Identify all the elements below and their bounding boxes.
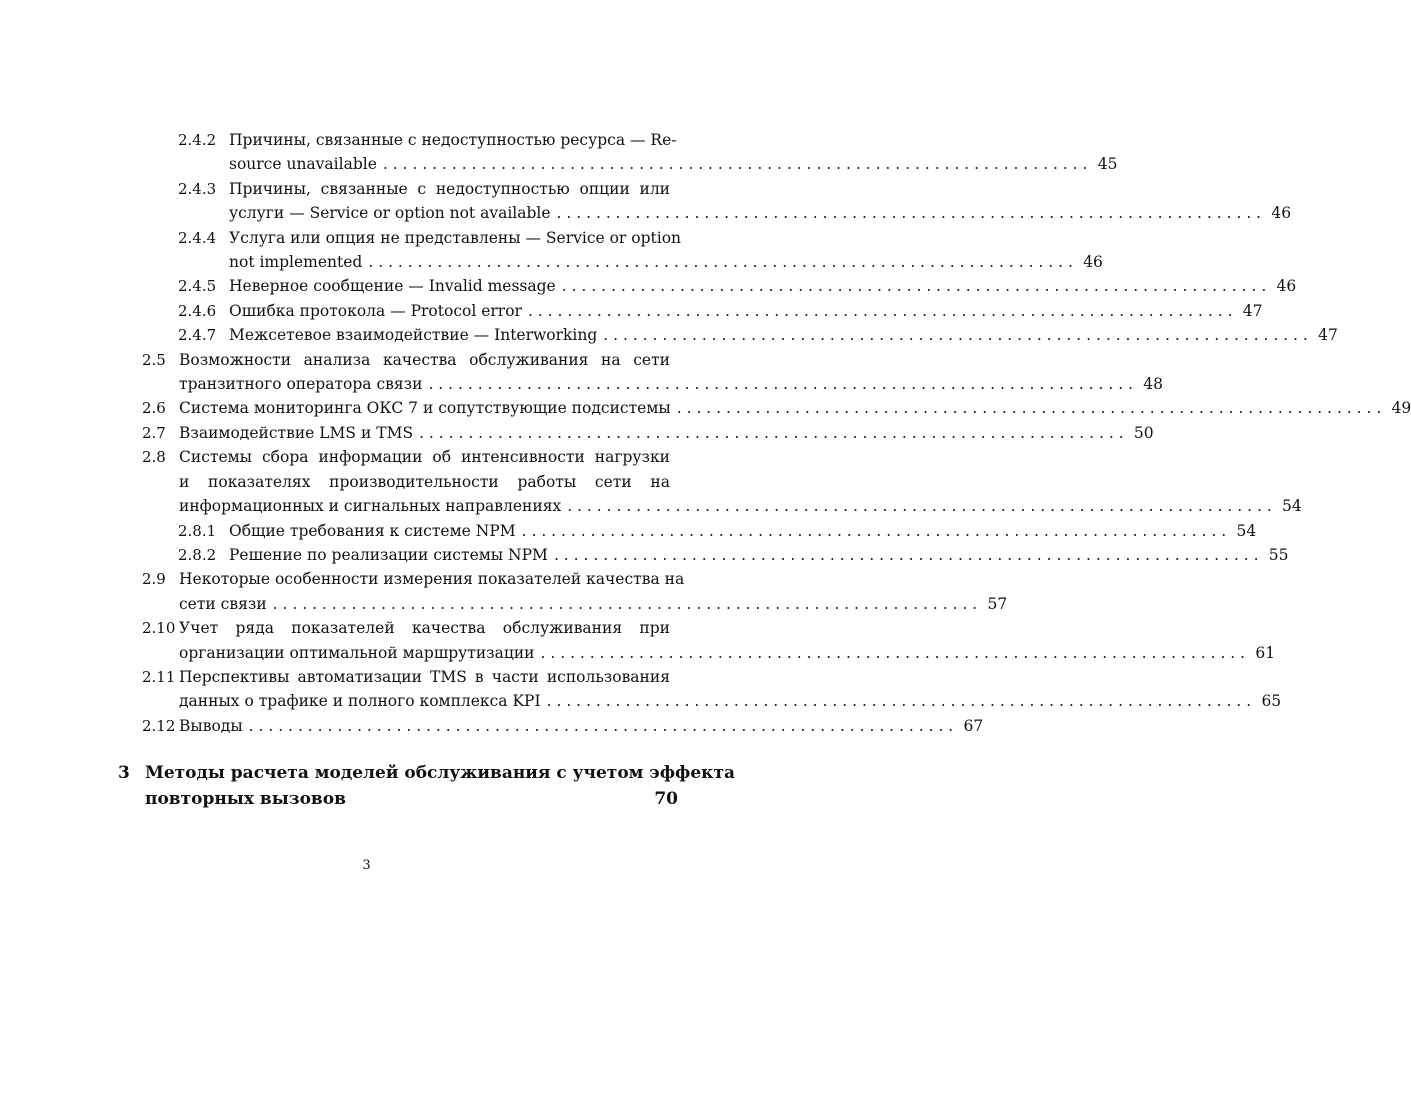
- toc-page-number: 61: [1255, 643, 1276, 662]
- toc-chapter-title-line: Методы расчета моделей обслуживания с учетом эффекта: [145, 763, 736, 783]
- toc-page-number: 46: [1276, 277, 1297, 296]
- dot-leader: . . . . . . . . . . . . . . . . . . . . . . . . . . . . . . . . . . . . . . . . . . . . . . . . . . . . . . . . . . . . . . . . . . . . . . . .: [556, 204, 1262, 223]
- toc-entry-number: 2.4.5: [178, 277, 217, 296]
- toc-entry-title-line: Перспективы автоматизации TMS в части использования: [179, 667, 670, 686]
- toc-entry-title-line: Система мониторинга ОКС 7 и сопутствующие подсистемы: [179, 399, 671, 418]
- toc-entry-number: 2.8.1: [178, 521, 217, 540]
- toc-entry-2-9[interactable]: [140, 567, 1008, 616]
- toc-entry-2-4-4[interactable]: [140, 226, 1103, 275]
- toc-entry-number: 2.4.2: [178, 131, 217, 149]
- toc-entry-title-line: Общие требования к системе NPM: [229, 521, 516, 540]
- dot-leader: . . . . . . . . . . . . . . . . . . . . . . . . . . . . . . . . . . . . . . . . . . . . . . . . . . . . . . . . . . . . . . . . . . . . . . . .: [676, 399, 1382, 418]
- dot-leader: . . . . . . . . . . . . . . . . . . . . . . . . . . . . . . . . . . . . . . . . . . . . . . . . . . . . . . . . . . . . . . . . . . . . . . . .: [428, 375, 1133, 394]
- dot-leader: . . . . . . . . . . . . . . . . . . . . . . . . . . . . . . . . . . . . . . . . . . . . . . . . . . . . . . . . . . . . . . . . . . . . . . . .: [553, 545, 1259, 564]
- toc-page-number: 54: [1282, 497, 1302, 516]
- dot-leader: . . . . . . . . . . . . . . . . . . . . . . . . . . . . . . . . . . . . . . . . . . . . . . . . . . . . . . . . . . . . . . . . . . . . . . . .: [567, 497, 1272, 516]
- toc-entry-2-8[interactable]: [140, 445, 1302, 518]
- toc-entry-2-8-2[interactable]: [140, 543, 1289, 567]
- toc-entry-title-line: Ошибка протокола — Protocol error: [229, 301, 522, 320]
- toc-entry-number: 2.6: [142, 399, 166, 418]
- toc-entry-number: 2.4.3: [178, 179, 217, 198]
- toc-entry-number: 2.5: [142, 350, 166, 369]
- toc-page-number: 55: [1268, 545, 1289, 564]
- toc-entry-title-line: Причины, связанные с недоступностью опции или: [229, 179, 670, 198]
- toc-entry-title-line: и показателях производительности работы сети на: [179, 472, 670, 491]
- toc-entry-2-4-2[interactable]: [140, 128, 1118, 177]
- toc-entry-2-7[interactable]: [140, 421, 1154, 445]
- toc-page-number: 47: [1242, 301, 1263, 320]
- dot-leader: . . . . . . . . . . . . . . . . . . . . . . . . . . . . . . . . . . . . . . . . . . . . . . . . . . . . . . . . . . . . . . . . . . . . . . . .: [603, 326, 1308, 345]
- toc-entry-2-11[interactable]: [140, 665, 1282, 714]
- toc-entry-2-8-1[interactable]: [140, 519, 1257, 543]
- toc-entry-title-line: Возможности анализа качества обслуживания на сети: [179, 350, 670, 369]
- toc-entry-title-line: Некоторые особенности измерения показателей качества на: [179, 570, 685, 589]
- toc-entry-number: 2.8.2: [178, 545, 217, 564]
- toc-entry-title-line: данных о трафике и полного комплекса KPI: [179, 692, 541, 711]
- toc-entry-2-5[interactable]: [140, 348, 1163, 397]
- toc-page-number: 65: [1261, 692, 1282, 711]
- toc-entry-title-line: Взаимодействие LMS и TMS: [179, 423, 414, 442]
- dot-leader: . . . . . . . . . . . . . . . . . . . . . . . . . . . . . . . . . . . . . . . . . . . . . . . . . . . . . . . . . . . . . . . . . . . . . . . .: [540, 643, 1246, 662]
- toc-chapter-number: 3: [118, 763, 130, 783]
- toc-entry-title-line: source unavailable: [229, 155, 377, 174]
- dot-leader: . . . . . . . . . . . . . . . . . . . . . . . . . . . . . . . . . . . . . . . . . . . . . . . . . . . . . . . . . . . . . . . . . . . . . . . .: [546, 692, 1252, 711]
- toc-entry-title-line: Межсетевое взаимодействие — Interworking: [229, 326, 598, 345]
- toc-chapter-page-number: 70: [654, 789, 678, 809]
- dot-leader: . . . . . . . . . . . . . . . . . . . . . . . . . . . . . . . . . . . . . . . . . . . . . . . . . . . . . . . . . . . . . . . . . . . . . . . .: [382, 155, 1088, 174]
- toc-entry-title-line: Услуга или опция не представлены — Service or option: [229, 228, 682, 247]
- toc-entry-title-line: организации оптимальной маршрутизации: [179, 643, 535, 662]
- toc-page-number: 45: [1097, 155, 1118, 174]
- toc-page-number: 46: [1083, 253, 1103, 272]
- toc-entry-title-line: Учет ряда показателей качества обслуживания при: [179, 619, 670, 638]
- dot-leader: . . . . . . . . . . . . . . . . . . . . . . . . . . . . . . . . . . . . . . . . . . . . . . . . . . . . . . . . . . . . . . . . . . . . . . . .: [419, 423, 1124, 442]
- toc-page-number: 49: [1391, 399, 1411, 418]
- toc-entry-title-line: Причины, связанные с недоступностью ресурса — Re-: [229, 131, 677, 149]
- toc-page-number: 50: [1133, 423, 1154, 442]
- toc-entry-2-4-5[interactable]: [140, 274, 1297, 298]
- toc-entry-title-line: Решение по реализации системы NPM: [229, 545, 548, 564]
- table-of-contents: [140, 128, 1411, 738]
- toc-entry-title-line: информационных и сигнальных направлениях: [179, 497, 562, 516]
- toc-entry-2-12[interactable]: [140, 714, 984, 738]
- toc-entry-2-6[interactable]: [140, 396, 1411, 420]
- dot-leader: . . . . . . . . . . . . . . . . . . . . . . . . . . . . . . . . . . . . . . . . . . . . . . . . . . . . . . . . . . . . . . . . . . . . . . . .: [561, 277, 1267, 296]
- toc-entry-number: 2.11: [142, 667, 176, 686]
- toc-entry-title-line: сети связи: [179, 594, 267, 613]
- toc-page-number: 48: [1143, 375, 1163, 394]
- toc-entry-number: 2.10: [142, 619, 176, 638]
- dot-leader: . . . . . . . . . . . . . . . . . . . . . . . . . . . . . . . . . . . . . . . . . . . . . . . . . . . . . . . . . . . . . . . . . . . . . . . .: [248, 716, 954, 735]
- toc-chapter-title-line: повторных вызовов: [145, 789, 346, 809]
- toc-entry-title-line: Неверное сообщение — Invalid message: [229, 277, 556, 296]
- toc-entry-number: 2.4.4: [178, 228, 217, 247]
- toc-entry-2-4-7[interactable]: [140, 323, 1338, 347]
- toc-entry-title-line: Системы сбора информации об интенсивности нагрузки: [179, 448, 670, 467]
- toc-page-number: 67: [963, 716, 984, 735]
- toc-entry-title-line: услуги — Service or option not available: [229, 204, 551, 223]
- toc-entry-number: 2.4.7: [178, 326, 217, 345]
- toc-entry-2-10[interactable]: [140, 616, 1276, 665]
- toc-entry-number: 2.8: [142, 448, 166, 467]
- toc-entry-title-line: Выводы: [179, 716, 243, 735]
- page-number: 3: [362, 858, 371, 873]
- dot-leader: . . . . . . . . . . . . . . . . . . . . . . . . . . . . . . . . . . . . . . . . . . . . . . . . . . . . . . . . . . . . . . . . . . . . . . . .: [527, 301, 1233, 320]
- toc-entry-number: 2.7: [142, 423, 166, 442]
- toc-entry-title-line: not implemented: [229, 253, 363, 272]
- dot-leader: . . . . . . . . . . . . . . . . . . . . . . . . . . . . . . . . . . . . . . . . . . . . . . . . . . . . . . . . . . . . . . . . . . . . . . . .: [368, 253, 1073, 272]
- toc-page-number: 54: [1236, 521, 1257, 540]
- toc-chapter-3[interactable]: [118, 760, 736, 812]
- toc-page-number: 57: [987, 594, 1008, 613]
- dot-leader: . . . . . . . . . . . . . . . . . . . . . . . . . . . . . . . . . . . . . . . . . . . . . . . . . . . . . . . . . . . . . . . . . . . . . . . .: [521, 521, 1227, 540]
- toc-page-number: 47: [1318, 326, 1338, 345]
- toc-entry-number: 2.4.6: [178, 301, 217, 320]
- toc-entry-title-line: транзитного оператора связи: [179, 375, 423, 394]
- toc-entry-2-4-6[interactable]: [140, 299, 1263, 323]
- dot-leader: . . . . . . . . . . . . . . . . . . . . . . . . . . . . . . . . . . . . . . . . . . . . . . . . . . . . . . . . . . . . . . . . . . . . . . . .: [272, 594, 978, 613]
- toc-page-number: 46: [1271, 204, 1292, 223]
- toc-entry-2-4-3[interactable]: [140, 177, 1292, 226]
- toc-entry-number: 2.9: [142, 570, 166, 589]
- toc-entry-number: 2.12: [142, 716, 176, 735]
